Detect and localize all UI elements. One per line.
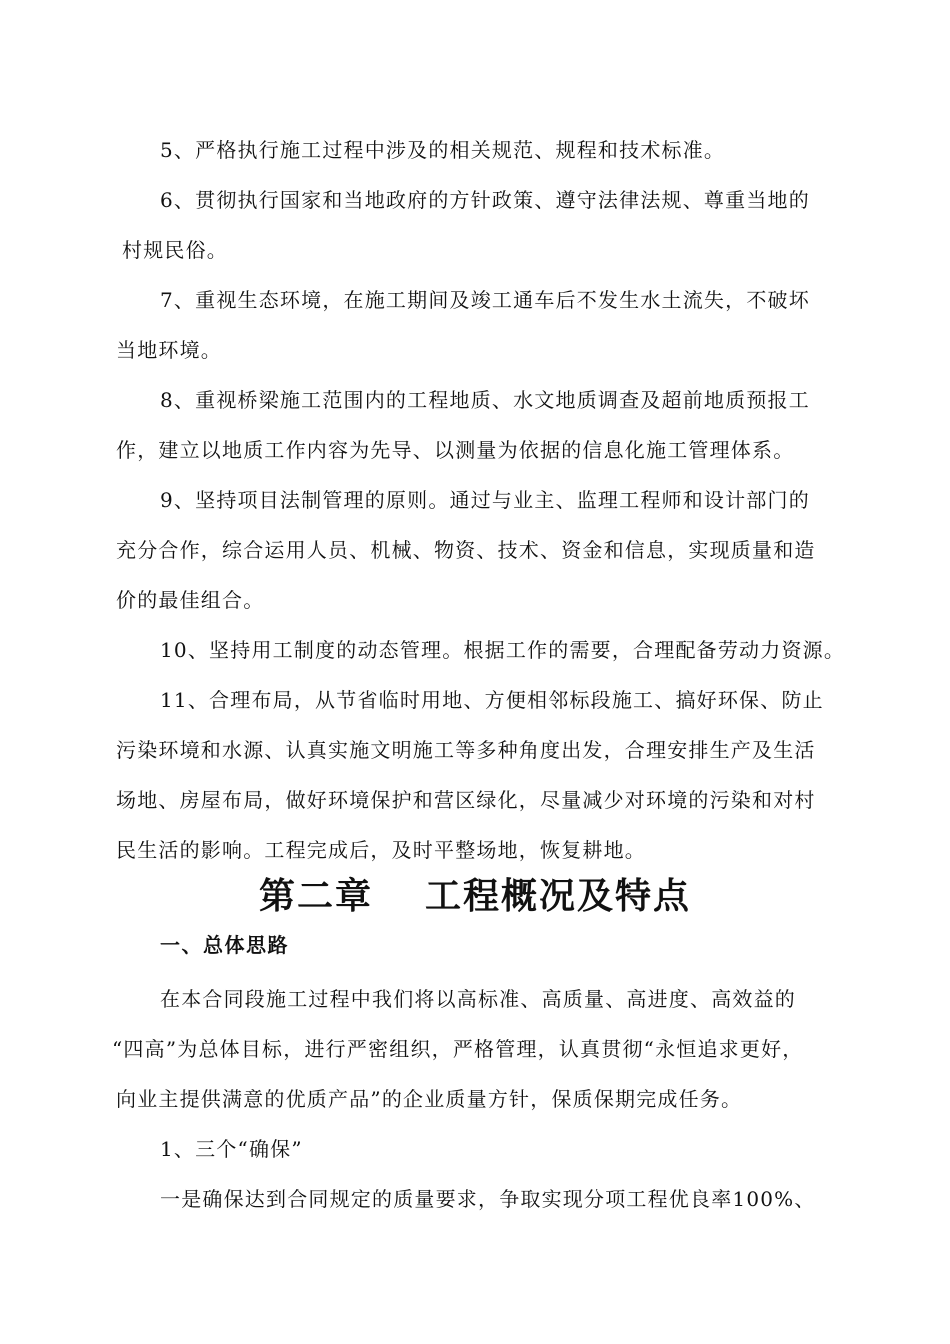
body-item-1-detail: 一是确保达到合同规定的质量要求，争取实现分项工程优良率100%、 (160, 1187, 816, 1211)
paragraph-7-line-1: 7、重视生态环境，在施工期间及竣工通车后不发生水土流失，不破坏 (160, 288, 810, 312)
paragraph-9-line-2: 充分合作，综合运用人员、机械、物资、技术、资金和信息，实现质量和造 (116, 538, 816, 562)
paragraph-9-line-1: 9、坚持项目法制管理的原则。通过与业主、监理工程师和设计部门的 (160, 488, 810, 512)
paragraph-11-line-2: 污染环境和水源、认真实施文明施工等多种角度出发，合理安排生产及生活 (116, 738, 816, 762)
paragraph-10-line-1: 10、坚持用工制度的动态管理。根据工作的需要，合理配备劳动力资源。 (160, 638, 846, 662)
section-heading: 一、总体思路 (160, 933, 289, 957)
body-item-1: 1、三个“确保” (160, 1137, 303, 1161)
paragraph-11-line-3: 场地、房屋布局，做好环境保护和营区绿化，尽量减少对环境的污染和对村 (116, 788, 816, 812)
chapter-number: 第二章 (258, 876, 373, 917)
paragraph-5-line-1: 5、严格执行施工过程中涉及的相关规范、规程和技术标准。 (160, 138, 726, 162)
paragraph-11-line-1: 11、合理布局，从节省临时用地、方便相邻标段施工、搞好环保、防止 (160, 688, 824, 712)
body-paragraph-1-line-3: 向业主提供满意的优质产品”的企业质量方针，保质保期完成任务。 (116, 1087, 743, 1111)
paragraph-6-line-2: 村规民俗。 (122, 238, 228, 262)
paragraph-6-line-1: 6、贯彻执行国家和当地政府的方针政策、遵守法律法规、尊重当地的 (160, 188, 810, 212)
paragraph-9-line-3: 价的最佳组合。 (116, 588, 265, 612)
paragraph-7-line-2: 当地环境。 (116, 338, 222, 362)
chapter-title: 工程概况及特点 (425, 876, 692, 917)
paragraph-8-line-1: 8、重视桥梁施工范围内的工程地质、水文地质调查及超前地质预报工 (160, 388, 810, 412)
paragraph-11-line-4: 民生活的影响。工程完成后，及时平整场地，恢复耕地。 (116, 838, 646, 862)
body-paragraph-1-line-1: 在本合同段施工过程中我们将以高标准、高质量、高进度、高效益的 (160, 987, 796, 1011)
chapter-heading (0, 873, 950, 921)
body-paragraph-1-line-2: “四高”为总体目标，进行严密组织，严格管理，认真贯彻“永恒追求更好， (112, 1037, 804, 1061)
paragraph-8-line-2: 作，建立以地质工作内容为先导、以测量为依据的信息化施工管理体系。 (116, 438, 795, 462)
